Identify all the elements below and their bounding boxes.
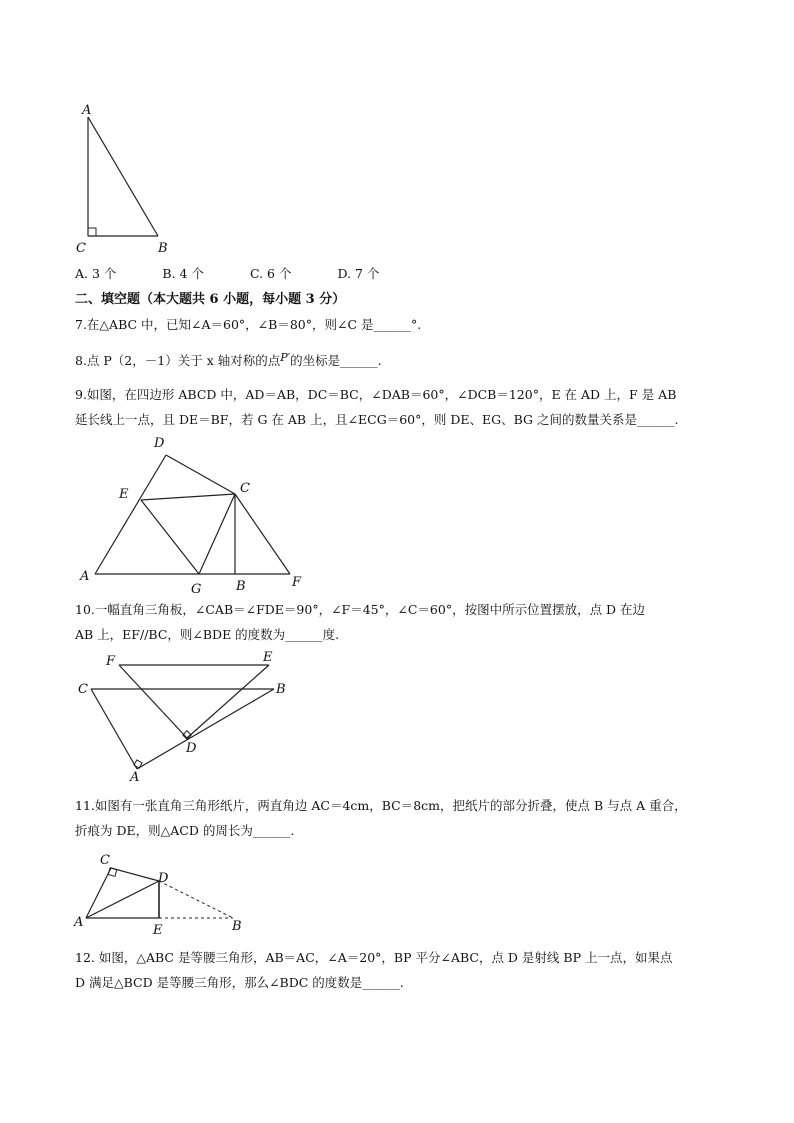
q6-option-a: A. 3 个 <box>75 266 117 281</box>
figure-q10-triangle-boards <box>70 648 300 783</box>
label-b: B <box>232 919 242 934</box>
q6-option-c: C. 6 个 <box>249 266 292 281</box>
question-12-line-2: D 满足△BCD 是等腰三角形，那么∠BDC 的度数是______. <box>75 975 404 990</box>
question-9-line-1: 9.如图，在四边形 ABCD 中，AD＝AB，DC＝BC，∠DAB＝60°，∠DCB＝120°，E 在 AD 上，F 是 AB <box>75 387 677 402</box>
label-d: D <box>154 436 165 451</box>
label-f: F <box>292 575 302 590</box>
label-b: B <box>276 682 286 697</box>
q6-option-d: D. 7 个 <box>337 266 380 281</box>
question-8 <box>75 352 725 371</box>
label-c: C <box>76 241 86 256</box>
question-7: 7.在△ABC 中，已知∠A＝60°，∠B＝80°，则∠C 是______°. <box>75 317 422 332</box>
label-c: C <box>240 481 250 496</box>
label-a: A <box>130 770 140 783</box>
label-g: G <box>191 582 202 597</box>
q8-text-before: 8.点 P（2，－1）关于 x 轴对称的点 <box>75 353 281 368</box>
label-e: E <box>119 487 129 502</box>
question-12-line-1: 12. 如图，△ABC 是等腰三角形，AB＝AC，∠A＝20°，BP 平分∠ABC，点 D 是射线 BP 上一点，如果点 <box>75 950 673 965</box>
q8-symbol-p-prime: P′ <box>280 351 291 364</box>
figure-q11-folded-triangle <box>70 848 260 938</box>
question-9-line-2: 延长线上一点，且 DE＝BF，若 G 在 AB 上，且∠ECG＝60°，则 DE、EG、BG 之间的数量关系是______. <box>75 412 679 427</box>
label-c: C <box>78 682 88 697</box>
section-title-fill-in: 二、填空题（本大题共 6 小题，每小题 3 分） <box>75 292 346 307</box>
figure-right-triangle-abc <box>70 100 180 260</box>
question-10-line-1: 10.一幅直角三角板，∠CAB＝∠FDE＝90°，∠F＝45°，∠C＝60°，按图中所示位置摆放，点 D 在边 <box>75 602 646 617</box>
label-e: E <box>153 923 163 938</box>
q8-text-after: 的坐标是______. <box>290 353 382 368</box>
label-d: D <box>158 871 169 886</box>
label-a: A <box>74 915 84 930</box>
label-f: F <box>106 654 116 669</box>
question-11-line-1: 11.如图有一张直角三角形纸片，两直角边 AC＝4cm，BC＝8cm，把纸片的部分折叠，使点 B 与点 A 重合， <box>75 798 687 813</box>
label-e: E <box>263 650 273 665</box>
q6-options <box>75 265 725 283</box>
q6-option-b: B. 4 个 <box>162 266 204 281</box>
label-d: D <box>186 741 197 756</box>
figure-q9-quadrilateral <box>70 430 320 600</box>
label-a: A <box>82 103 92 118</box>
label-b: B <box>236 579 246 594</box>
label-a: A <box>80 569 90 584</box>
question-11-line-2: 折痕为 DE，则△ACD 的周长为______. <box>75 823 295 838</box>
label-b: B <box>158 241 168 256</box>
question-10-line-2: AB 上，EF//BC，则∠BDE 的度数为______度. <box>75 627 340 642</box>
label-c: C <box>100 853 110 868</box>
